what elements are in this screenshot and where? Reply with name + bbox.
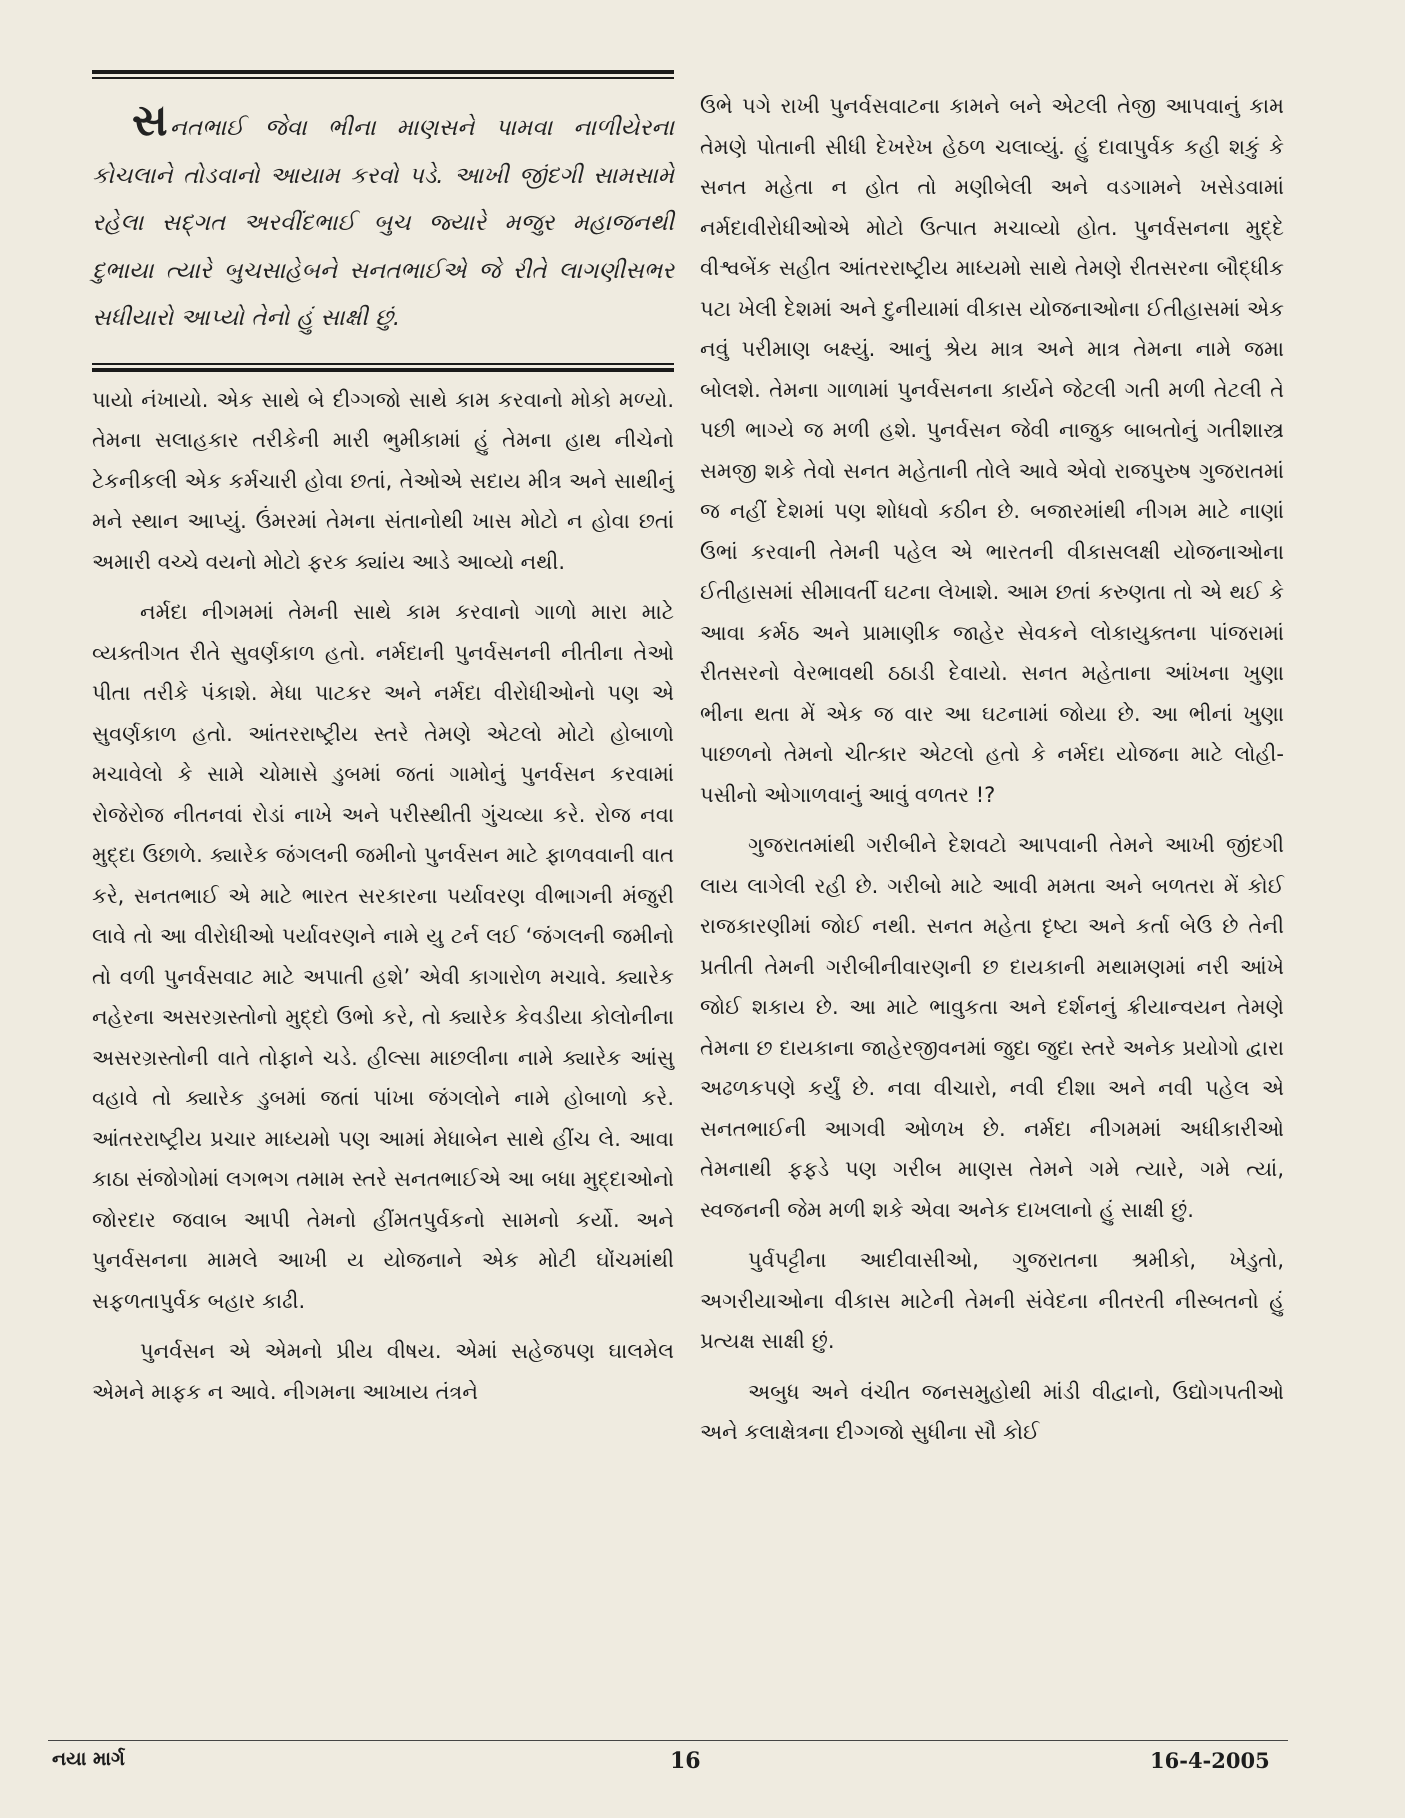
pullquote (92, 97, 674, 343)
right-column (700, 86, 1284, 1453)
left-column-body (92, 380, 674, 1413)
pullquote-top-rule (92, 70, 674, 79)
paragraph: ઉભે પગે રાખી પુનર્વસવાટના કામને બને એટલી તેજી આપવાનું કામ તેમણે પોતાની સીધી દેખરેખ હેઠળ ચલાવ્યું. હું દાવાપુર્વક કહી શકું કે સનત મહેતા ન હોત તો મણીબેલી અને વડગામને ખસેડવામાં નર્મદાવીરોધીઓએ મોટો ઉત્પાત મચાવ્યો હોત. પુનર્વસનના મુદ્દે વીશ્વબેંક સહીત આંતરરાષ્ટ્રીય માધ્યમો સાથે તેમણે રીતસરના બૌદ્ધીક પટા ખેલી દેશમાં અને દુનીયામાં વીકાસ યોજનાઓના ઈતીહાસમાં એક નવું પરીમાણ બક્ષ્યું. આનું શ્રેય માત્ર અને માત્ર તેમના નામે જમા બોલશે. તેમના ગાળામાં પુનર્વસનના કાર્યને જેટલી ગતી મળી તેટલી તે પછી ભાગ્યે જ મળી હશે. પુનર્વસન જેવી નાજુક બાબતોનું ગતીશાસ્ત્ર સમજી શકે તેવો સનત મહેતાની તોલે આવે એવો રાજપુરુષ ગુજરાતમાં જ નહીં દેશમાં પણ શોધવો કઠીન છે. બજારમાંથી નીગમ માટે નાણાં ઉભાં કરવાની તેમની પહેલ એ ભારતની વીકાસલક્ષી યોજનાઓના ઈતીહાસમાં સીમાવર્તી ઘટના લેખાશે. આમ છતાં કરુણતા તો એ થઈ કે આવા કર્મઠ અને પ્રામાણીક જાહેર સેવકને લોકાયુક્તના પાંજરામાં રીતસરનો વેરભાવથી ઠઠાડી દેવાયો. સનત મહેતાના આંખના ખુણા ભીના થતા મેં એક જ વાર આ ઘટનામાં જોયા છે. આ ભીનાં ખુણા પાછળનો તેમનો ચીત્કાર એટલો હતો કે નર્મદા યોજના માટે લોહી-પસીનો ઓગાળવાનું આવું વળતર !? (700, 94, 1284, 807)
footer-rule (48, 1740, 1288, 1741)
page-number: 16 (670, 1748, 701, 1774)
paragraph: ગુજરાતમાંથી ગરીબીને દેશવટો આપવાની તેમને આખી જીંદગી લાય લાગેલી રહી છે. ગરીબો માટે આવી મમતા અને બળતરા મેં કોઈ રાજકારણીમાં જોઈ નથી. સનત મહેતા દૃષ્ટા અને કર્તા બેઉ છે તેની પ્રતીતી તેમની ગરીબીનીવારણની છ દાયકાની મથામણમાં નરી આંખે જોઈ શકાય છે. આ માટે ભાવુકતા અને દર્શનનું ક્રીયાન્વયન તેમણે તેમના છ દાયકાના જાહેરજીવનમાં જુદા જુદા સ્તરે અનેક પ્રયોગો દ્વારા અઢળકપણે કર્યું છે. નવા વીચારો, નવી દીશા અને નવી પહેલ એ સનતભાઈની આગવી ઓળખ છે. નર્મદા નીગમમાં અધીકારીઓ તેમનાથી ફફડે પણ ગરીબ માણસ તેમને ગમે ત્યારે, ગમે ત્યાં, સ્વજનની જેમ મળી શકે એવા અનેક દાખલાનો હું સાક્ષી છું. (700, 833, 1284, 1222)
paragraph: અબુધ અને વંચીત જનસમુહોથી માંડી વીદ્વાનો, ઉદ્યોગપતીઓ અને કલાક્ષેત્રના દીગ્ગજો સુધીના સૌ કોઈ (700, 1379, 1284, 1444)
pullquote-bottom-rule (92, 363, 674, 372)
pullquote-text: નતભાઈ જેવા ભીના માણસને પામવા નાળીયેરના કોચલાને તોડવાનો આયામ કરવો પડે. આખી જીંદગી સામસામે રહેલા સદ્ગત અરવીંદભાઈ બુચ જ્યારે મજુર મહાજનથી દુભાયા ત્યારે બુચસાહેબને સનતભાઈએ જે રીતે લાગણીસભર સધીયારો આપ્યો તેનો હું સાક્ષી છું. (92, 115, 674, 331)
paragraph: પાયો નંખાયો. એક સાથે બે દીગ્ગજો સાથે કામ કરવાનો મોકો મળ્યો. તેમના સલાહકાર તરીકેની મારી ભુમીકામાં હું તેમના હાથ નીચેનો ટેકનીકલી એક કર્મચારી હોવા છતાં, તેઓએ સદાય મીત્ર અને સાથીનું મને સ્થાન આપ્યું. ઉંમરમાં તેમના સંતાનોથી ખાસ મોટો ન હોવા છતાં અમારી વચ્ચે વયનો મોટો ફરક ક્યાંય આડે આવ્યો નથી. (92, 387, 674, 574)
issue-date: 16-4-2005 (1150, 1748, 1270, 1773)
right-column-body (700, 86, 1284, 1453)
pullquote-dropcap: સ (132, 95, 168, 146)
publication-name: નયા માર્ગ (52, 1748, 125, 1770)
left-column (92, 70, 674, 1412)
paragraph: પુનર્વસન એ એમનો પ્રીય વીષય. એમાં સહેજપણ ઘાલમેલ એમને માફક ન આવે. નીગમના આખાય તંત્રને (92, 1339, 674, 1404)
paragraph: પુર્વપટ્ટીના આદીવાસીઓ, ગુજરાતના શ્રમીકો, ખેડુતો, અગરીયાઓના વીકાસ માટેની તેમની સંવેદના નીતરતી નીસ્બતનો હું પ્રત્યક્ષ સાક્ષી છું. (700, 1248, 1284, 1353)
paragraph: નર્મદા નીગમમાં તેમની સાથે કામ કરવાનો ગાળો મારા માટે વ્યક્તીગત રીતે સુવર્ણકાળ હતો. નર્મદાની પુનર્વસનની નીતીના તેઓ પીતા તરીકે પંકાશે. મેધા પાટકર અને નર્મદા વીરોધીઓનો પણ એ સુવર્ણકાળ હતો. આંતરરાષ્ટ્રીય સ્તરે તેમણે એટલો મોટો હોબાળો મચાવેલો કે સામે ચોમાસે ડુબમાં જતાં ગામોનું પુનર્વસન કરવામાં રોજેરોજ નીતનવાં રોડાં નાખે અને પરીસ્થીતી ગુંચવ્યા કરે. રોજ નવા મુદ્દા ઉછાળે. ક્યારેક જંગલની જમીનો પુનર્વસન માટે ફાળવવાની વાત કરે, સનતભાઈ એ માટે ભારત સરકારના પર્યાવરણ વીભાગની મંજુરી લાવે તો આ વીરોધીઓ પર્યાવરણને નામે યુ ટર્ન લઈ ‘જંગલની જમીનો તો વળી પુનર્વસવાટ માટે અપાતી હશે’ એવી કાગારોળ મચાવે. ક્યારેક નહેરના અસરગ્રસ્તોનો મુદ્દો ઉભો કરે, તો ક્યારેક કેવડીયા કોલોનીના અસરગ્રસ્તોની વાતે તોફાને ચડે. હીલ્સા માછલીના નામે ક્યારેક આંસુ વહાવે તો ક્યારેક ડુબમાં જતાં પાંખા જંગલોને નામે હોબાળો કરે. આંતરરાષ્ટ્રીય પ્રચાર માધ્યમો પણ આમાં મેધાબેન સાથે હીંચ લે. આવા કાઠા સંજોગોમાં લગભગ તમામ સ્તરે સનતભાઈએ આ બધા મુદ્દાઓનો જોરદાર જવાબ આપી તેમનો હીંમતપુર્વકનો સામનો કર્યો. અને પુનર્વસનના મામલે આખી ય યોજનાને એક મોટી ઘોંચમાંથી સફળતાપુર્વક બહાર કાઢી. (92, 600, 674, 1313)
